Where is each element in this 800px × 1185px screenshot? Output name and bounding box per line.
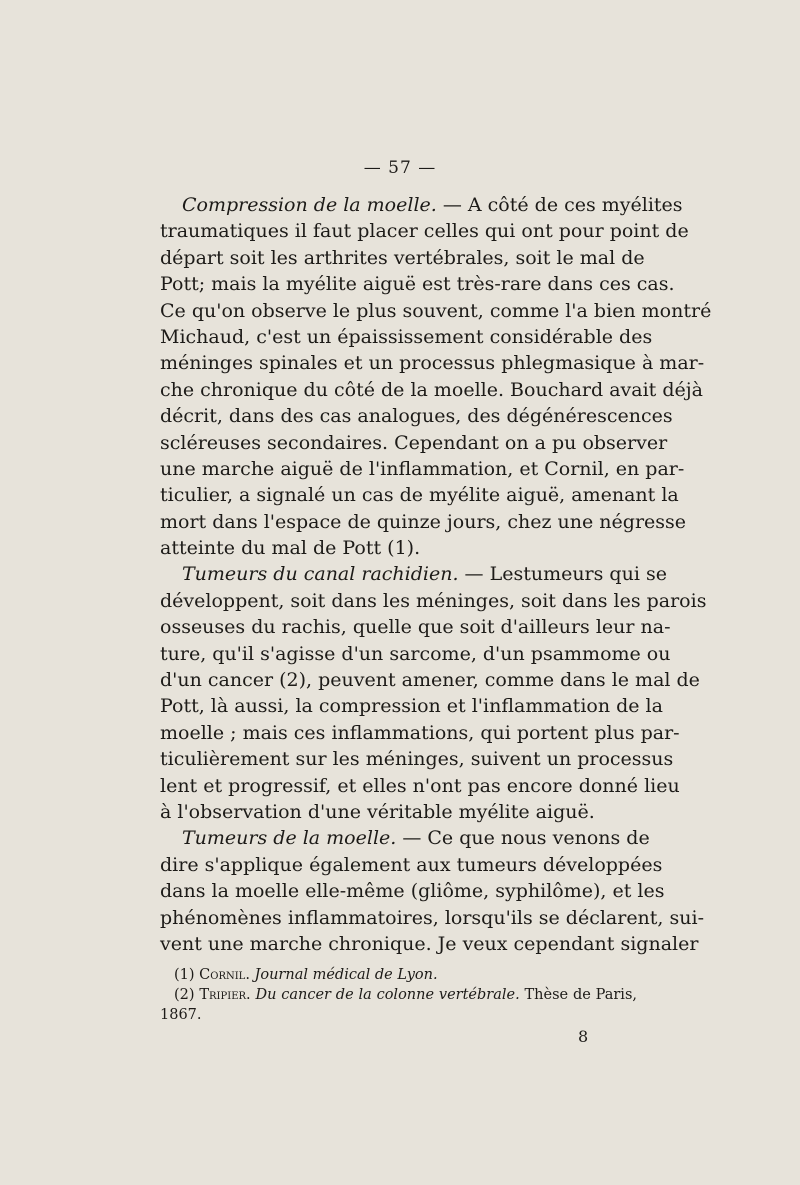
text-line: osseuses du rachis, quelle que soit d'ailleurs leur na- (160, 616, 671, 639)
text-line: ticulièrement sur les méninges, suivent un processus (160, 748, 674, 771)
text-line: che chronique du côté de la moelle. Bouchard avait déjà (160, 378, 703, 401)
footnote-2-continuation: 1867. (160, 1007, 202, 1023)
text-line: atteinte du mal de Pott (1). (160, 537, 421, 560)
text-line: une marche aiguë de l'inflammation, et Cornil, en par- (160, 457, 685, 480)
text-line: départ soit les arthrites vertébrales, soit le mal de (160, 246, 645, 269)
text-line: ture, qu'il s'agisse d'un sarcome, d'un psammome ou (160, 642, 671, 665)
footnotes (160, 965, 637, 1025)
text-line: moelle ; mais ces inflammations, qui portent plus par- (160, 721, 680, 744)
text-line: Ce qu'on observe le plus souvent, comme l'a bien montré (160, 299, 712, 322)
footnote-1: (1) Cornil. Journal médical de Lyon. (174, 967, 438, 983)
text-line: phénomènes inflammatoires, lorsqu'ils se déclarent, sui- (160, 906, 704, 929)
body-text (160, 192, 712, 957)
text-line: Michaud, c'est un épaississement considérable des (160, 325, 653, 348)
paragraph-tumeurs-canal-line: Tumeurs du canal rachidien. — Lestumeurs qui se (182, 563, 667, 586)
page-number: — 57 — (363, 158, 437, 178)
text-line: traumatiques il faut placer celles qui ont pour point de (160, 220, 689, 243)
text-line: d'un cancer (2), peuvent amener, comme dans le mal de (160, 669, 700, 692)
signature-mark: 8 (578, 1027, 589, 1046)
text-line: mort dans l'espace de quinze jours, chez une négresse (160, 510, 687, 533)
text-line: décrit, dans des cas analogues, des dégénérescences (160, 405, 673, 428)
footnote-author: Cornil. (199, 967, 250, 983)
paragraph-tumeurs-moelle-line: Tumeurs de la moelle. — Ce que nous venons de (182, 827, 650, 850)
text-line: scléreuses secondaires. Cependant on a pu observer (160, 431, 668, 454)
text-line: développent, soit dans les méninges, soit dans les parois (160, 589, 707, 612)
text-line: méninges spinales et un processus phlegmasique à mar- (160, 352, 705, 375)
text-line: ticulier, a signalé un cas de myélite aiguë, amenant la (160, 484, 679, 507)
footnote-2: (2) Tripier. Du cancer de la colonne vertébrale. Thèse de Paris, (174, 987, 637, 1003)
section-heading: Tumeurs du canal rachidien. (182, 563, 459, 586)
text-line: dire s'applique également aux tumeurs développées (160, 853, 663, 876)
paragraph-compression-line: Compression de la moelle. — A côté de ces myélites (182, 194, 683, 216)
section-heading: Tumeurs de la moelle. (182, 827, 397, 850)
text-line: lent et progressif, et elles n'ont pas encore donné lieu (160, 774, 680, 797)
section-heading: Compression de la moelle. (182, 194, 437, 216)
footnote-author: Tripier. (199, 987, 251, 1003)
footnote-title: Du cancer de la colonne vertébrale. (250, 987, 520, 1003)
text-line: Pott, là aussi, la compression et l'inflammation de la (160, 695, 663, 718)
text-line: dans la moelle elle-même (gliôme, syphilôme), et les (160, 880, 665, 903)
text-line: Pott; mais la myélite aiguë est très-rare dans ces cas. (160, 273, 675, 296)
text-line: vent une marche chronique. Je veux cependant signaler (160, 932, 699, 955)
footnote-title: Journal médical de Lyon. (249, 967, 438, 983)
text-line: à l'observation d'une véritable myélite aiguë. (160, 800, 595, 823)
